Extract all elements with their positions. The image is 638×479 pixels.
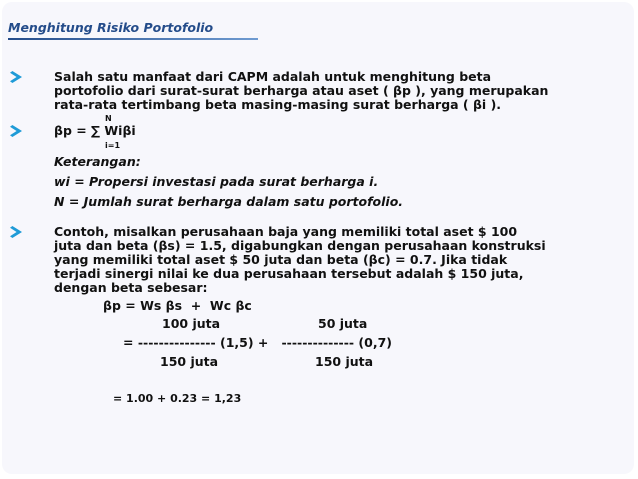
n-symbol: N — [54, 194, 65, 209]
formula-upper-limit: N — [105, 114, 112, 123]
calc-formula: βp = Ws βs + Wc βc — [103, 298, 252, 313]
example-line: Contoh, misalkan perusahaan baja yang memiliki total aset $ 100 — [54, 224, 518, 239]
example-line: yang memiliki total aset $ 50 juta dan beta (βc) = 0.7. Jika tidak — [54, 252, 508, 267]
calc-numerator-steel: 100 juta — [162, 316, 221, 331]
wi-symbol: wi — [54, 174, 70, 189]
title-underline — [8, 38, 258, 40]
bullet-line: portofolio dari surat-surat berharga atau aset ( βp ), yang merupakan — [54, 83, 549, 98]
slide-title: Menghitung Risiko Portofolio — [8, 20, 214, 35]
slide-content — [10, 70, 610, 406]
keterangan-wi — [54, 175, 610, 189]
calc-denominator-construction: 150 juta — [315, 354, 374, 369]
portfolio-beta-formula: βp = ∑ Wiβi — [54, 123, 136, 138]
wi-definition: = Propersi investasi pada surat berharga i. — [69, 174, 379, 189]
n-definition: = Jumlah surat berharga dalam satu portofolio. — [64, 194, 404, 209]
keterangan-section — [10, 155, 610, 209]
calc-fraction-line: = --------------- (1,5) + -------------- (0,7) — [123, 335, 393, 350]
bullet-formula — [10, 124, 610, 138]
arrow-bullet-icon — [10, 125, 22, 137]
arrow-bullet-icon — [10, 71, 22, 83]
bullet-capm — [10, 70, 610, 112]
example-line: dengan beta sebesar: — [54, 280, 208, 295]
calc-numerator-construction: 50 juta — [318, 316, 368, 331]
formula-lower-limit: i=1 — [105, 141, 121, 150]
example-line: terjadi sinergi nilai ke dua perusahaan tersebut adalah $ 150 juta, — [54, 266, 524, 281]
bullet-line: Salah satu manfaat dari CAPM adalah untuk menghitung beta — [54, 69, 492, 84]
calc-denominator-steel: 150 juta — [160, 354, 219, 369]
arrow-bullet-icon — [10, 226, 22, 238]
example-line: juta dan beta (βs) = 1.5, digabungkan dengan perusahaan konstruksi — [54, 238, 546, 253]
keterangan-n — [54, 195, 610, 209]
keterangan-heading: Keterangan: — [54, 154, 141, 169]
bullet-example — [10, 225, 610, 295]
bullet-line: rata-rata tertimbang beta masing-masing surat berharga ( βi ). — [54, 97, 502, 112]
calculation-block — [10, 297, 610, 392]
calc-result: = 1.00 + 0.23 = 1,23 — [113, 392, 242, 405]
